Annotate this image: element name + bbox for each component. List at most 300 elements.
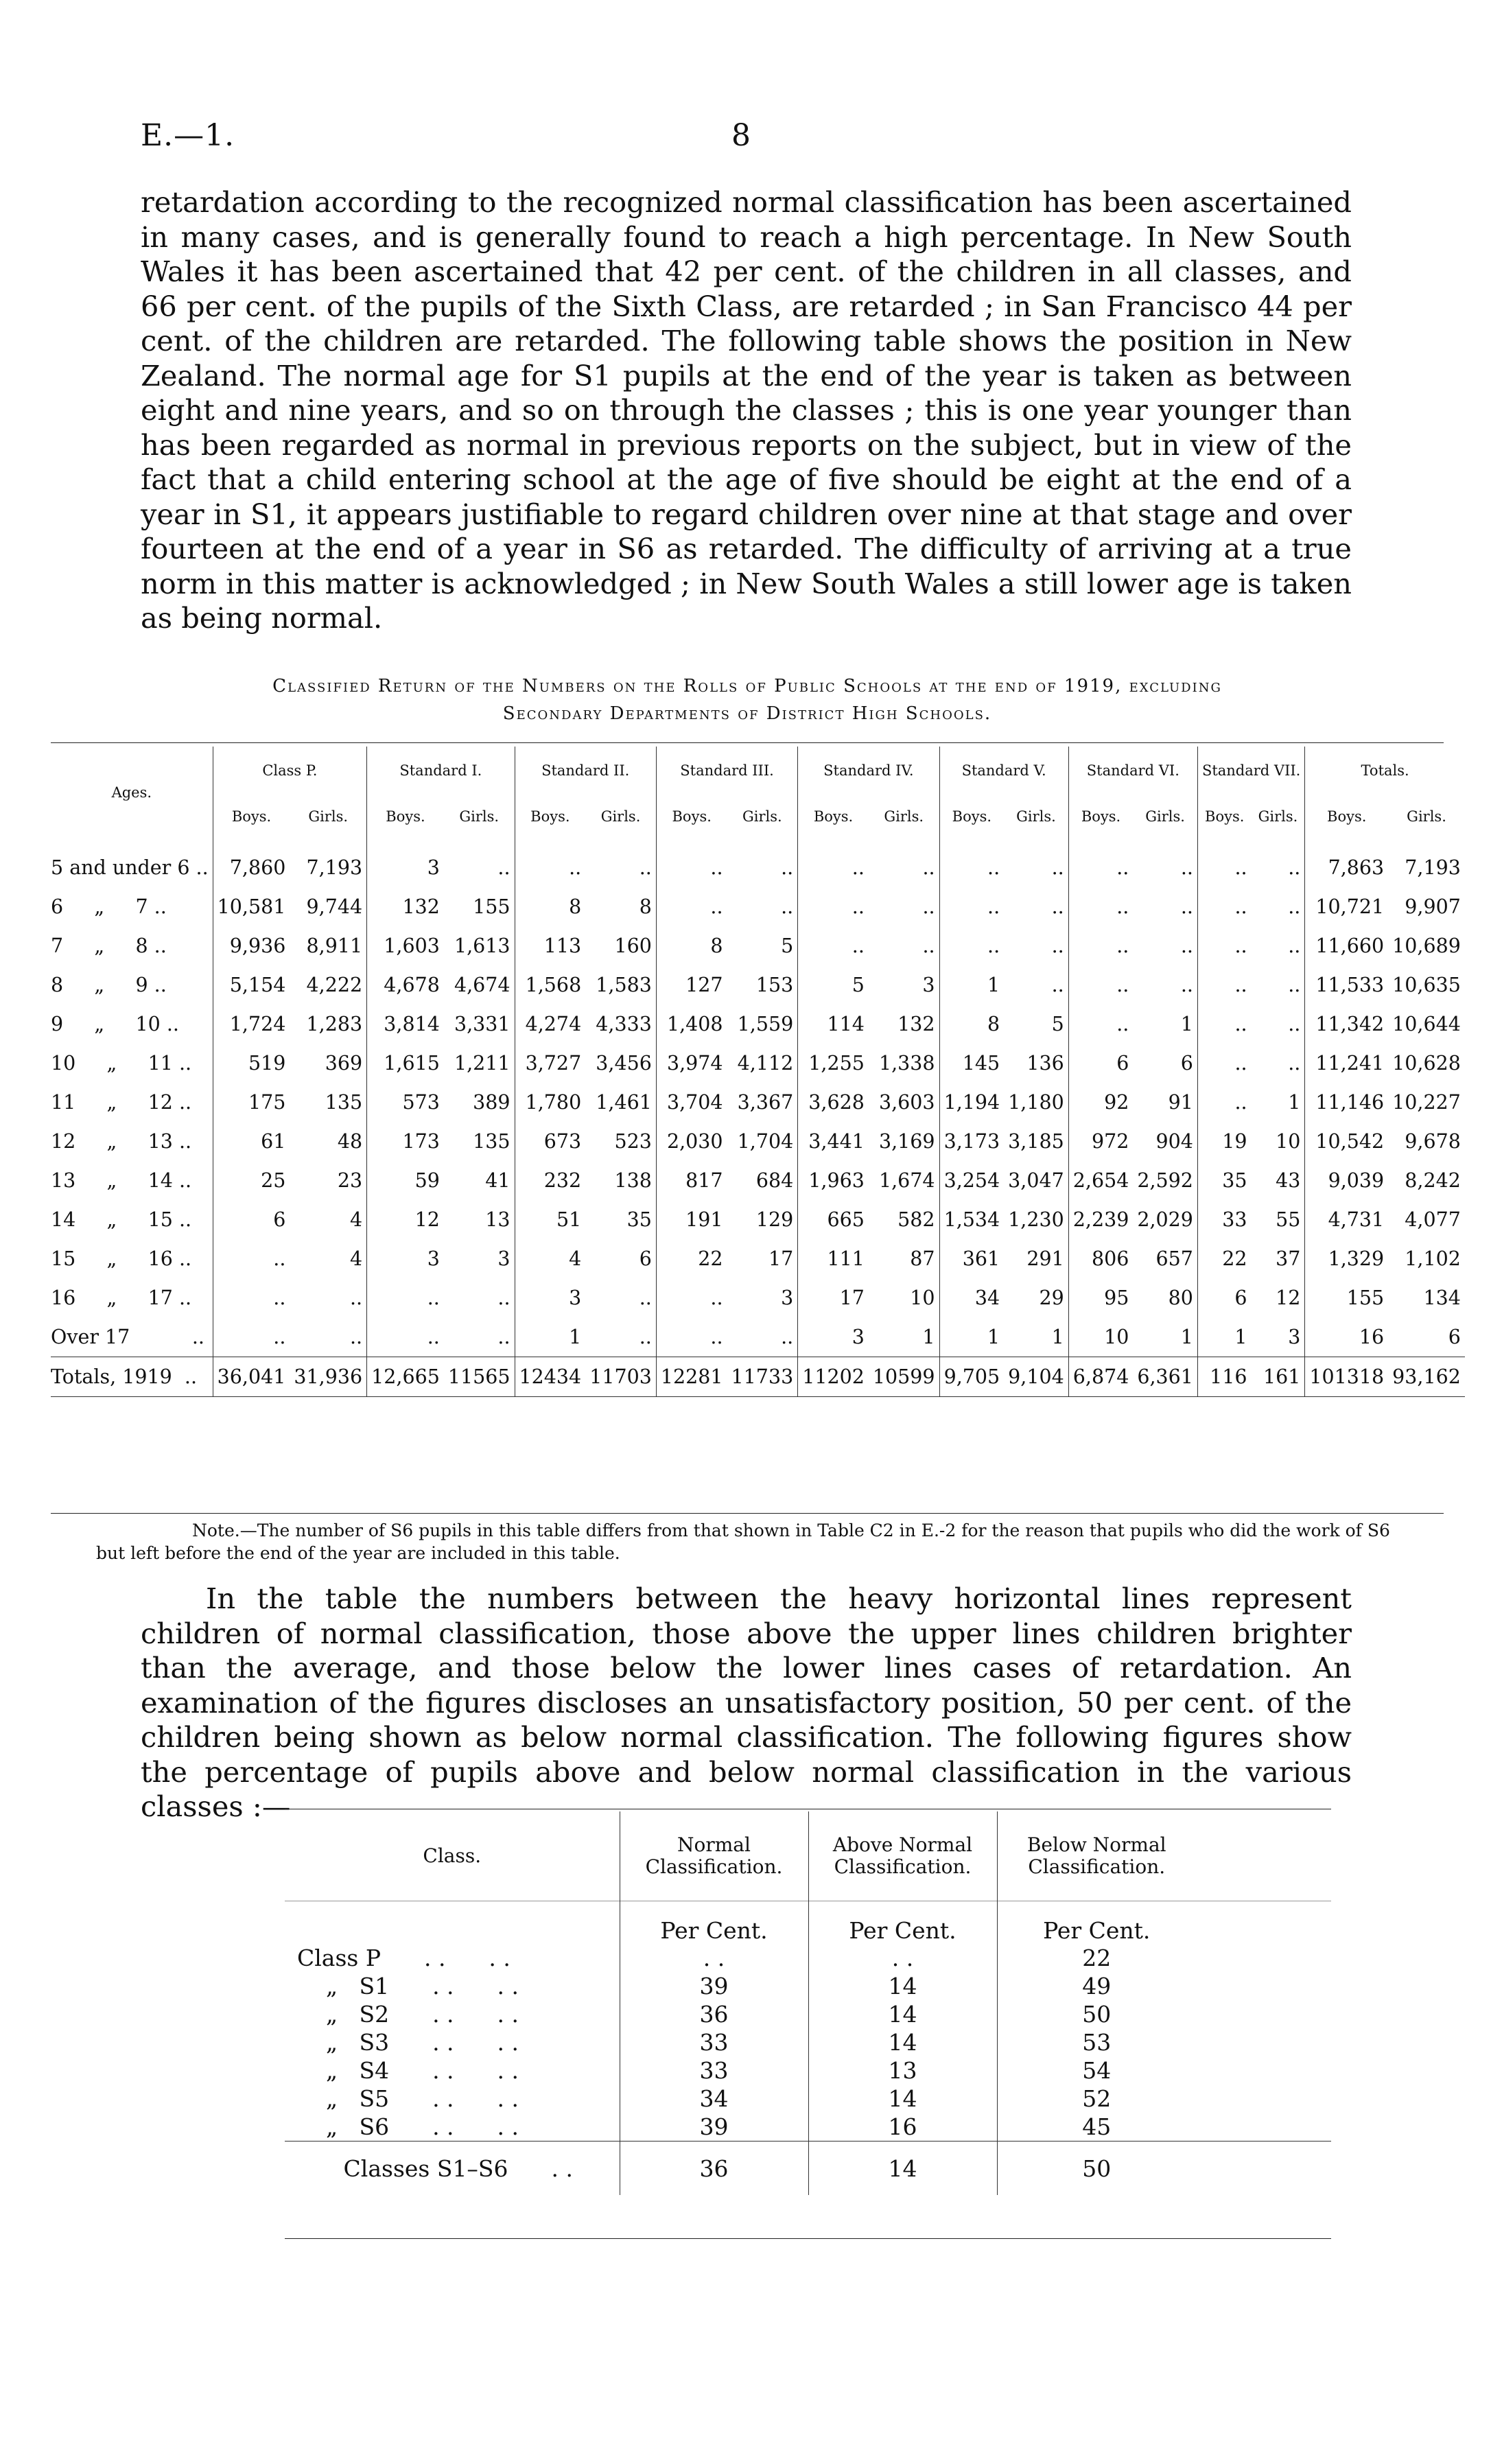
girls-header: Girls. [600, 808, 641, 825]
percent-cell: 14 [808, 2142, 997, 2196]
table-cell: 582 [897, 1208, 935, 1231]
table-cell: 10 [1276, 1130, 1301, 1153]
report-reference: E.—1. [141, 118, 235, 153]
class-label: „ S3 . . . . [297, 2029, 519, 2056]
table-cell: 1 [1051, 1326, 1064, 1348]
table-cell: .. [781, 895, 794, 918]
table-cell: 972 [1068, 1122, 1133, 1161]
table-cell: .. [367, 1317, 444, 1357]
table-cell: 43 [1276, 1169, 1301, 1192]
table-cell: 136 [1026, 1052, 1064, 1075]
table-cell: 132 [367, 887, 444, 926]
percentage-table [285, 1811, 1331, 2195]
pct-header-above: Above Normal Classification. [808, 1811, 997, 1901]
table-cell: 2,654 [1068, 1161, 1133, 1200]
group-header: Standard II. [515, 747, 656, 795]
table-cell: 1,329 [1305, 1239, 1388, 1278]
table-cell: 2,030 [656, 1122, 727, 1161]
table-cell: 41 [485, 1169, 510, 1192]
table-cell: .. [639, 1326, 652, 1348]
table-cell: .. [1068, 887, 1133, 926]
table-cell: 138 [614, 1169, 652, 1192]
table-cell: 1 [1288, 1091, 1301, 1114]
girls-header: Girls. [308, 808, 349, 825]
table-cell: 3,254 [939, 1161, 1004, 1200]
table-cell: 9,936 [213, 926, 290, 965]
table-cell: 7,863 [1305, 838, 1388, 887]
table-cell: 1,283 [306, 1013, 363, 1035]
table-cell: 1,704 [737, 1130, 794, 1153]
percent-cell: 54 [997, 2056, 1196, 2085]
table-row [51, 1161, 1465, 1200]
percent-cell: 52 [997, 2085, 1196, 2113]
table-cell: 23 [337, 1169, 363, 1192]
table-cell: 4,222 [306, 974, 363, 996]
table-cell: 1,674 [878, 1169, 935, 1192]
table-cell: 10,689 [1392, 935, 1461, 957]
table-row [51, 1317, 1465, 1357]
table-cell: 11202 [798, 1357, 869, 1397]
girls-header: Girls. [1145, 808, 1185, 825]
table-cell: 1,583 [596, 974, 652, 996]
table-cell: .. [1197, 1044, 1251, 1083]
table-cell: 1,603 [367, 926, 444, 965]
table-cell: 135 [325, 1091, 363, 1114]
table-cell: 12 [1276, 1287, 1301, 1309]
table-cell: .. [1068, 926, 1133, 965]
table-cell: .. [1180, 895, 1193, 918]
table-cell: 8 [639, 895, 652, 918]
percent-cell: 45 [997, 2113, 1196, 2142]
table-row [51, 887, 1465, 926]
ages-header: Ages. [111, 784, 152, 801]
age-label: 12 „ 13 .. [51, 1130, 192, 1153]
table-cell: 3 [922, 974, 935, 996]
table-cell: 3 [798, 1317, 869, 1357]
age-label: 5 and under 6 .. [51, 856, 209, 879]
table-cell: 3,628 [798, 1083, 869, 1122]
table-cell: 8,911 [306, 935, 363, 957]
table-cell: 6 [1448, 1326, 1461, 1348]
table-row [285, 2056, 1331, 2085]
table-cell: 3 [367, 838, 444, 887]
table-cell: 6 [639, 1247, 652, 1270]
percent-cell: 22 [997, 1944, 1196, 1972]
table-cell: 9,678 [1405, 1130, 1461, 1153]
table-cell: 10,721 [1305, 887, 1388, 926]
table-cell: .. [515, 838, 585, 887]
table-cell: 5 [1051, 1013, 1064, 1035]
table-cell: .. [1068, 965, 1133, 1005]
table-cell: 6 [1197, 1278, 1251, 1317]
table-cell: 3,603 [878, 1091, 935, 1114]
table-cell: 12434 [515, 1357, 585, 1397]
percent-cell: 33 [620, 2056, 808, 2085]
table-cell: 135 [473, 1130, 510, 1153]
table-cell: 523 [614, 1130, 652, 1153]
table-cell: 4,674 [454, 974, 510, 996]
percent-cell: . . [620, 1944, 808, 1972]
table-cell: 1,615 [367, 1044, 444, 1083]
table-cell: 1 [922, 1326, 935, 1348]
table-cell: 19 [1197, 1122, 1251, 1161]
table-cell: .. [798, 838, 869, 887]
unit-label: Per Cent. [808, 1901, 997, 1945]
table-cell: 665 [798, 1200, 869, 1239]
table-cell: 4 [349, 1208, 363, 1231]
table-cell: 129 [755, 1208, 794, 1231]
table-cell: 116 [1197, 1357, 1251, 1397]
table-cell: 1,461 [596, 1091, 652, 1114]
table-cell: 12,665 [367, 1357, 444, 1397]
table-cell: 17 [768, 1247, 794, 1270]
table-cell: .. [1180, 856, 1193, 879]
table-cell: 1,408 [656, 1005, 727, 1044]
table-cell: 4,731 [1305, 1200, 1388, 1239]
table-cell: .. [1197, 887, 1251, 926]
percent-cell: 14 [808, 2028, 997, 2056]
table-cell: 3,367 [737, 1091, 794, 1114]
table-row [285, 1972, 1331, 2000]
table-cell: 160 [614, 935, 652, 957]
table-cell: 1,568 [515, 965, 585, 1005]
table-cell: 8,242 [1405, 1169, 1461, 1192]
table-row [51, 1005, 1465, 1044]
table-cell: 35 [626, 1208, 652, 1231]
boys-header: Boys. [656, 795, 727, 838]
boys-header: Boys. [1068, 795, 1133, 838]
table-cell: 34 [939, 1278, 1004, 1317]
percent-cell: 50 [997, 2142, 1196, 2196]
table-cell: .. [497, 1326, 510, 1348]
table-cell: 10,628 [1392, 1052, 1461, 1075]
table-cell: 1,211 [454, 1052, 510, 1075]
girls-header: Girls. [884, 808, 924, 825]
table-cell: 10,635 [1392, 974, 1461, 996]
class-label: „ S6 . . . . [297, 2113, 519, 2140]
table-cell: 31,936 [290, 1357, 366, 1397]
table-cell: 3,974 [656, 1044, 727, 1083]
table-bottom-rule [51, 1513, 1444, 1514]
table-cell: .. [1180, 974, 1193, 996]
table-cell: 3 [1288, 1326, 1301, 1348]
table-cell: .. [497, 856, 510, 879]
table-cell: 80 [1168, 1287, 1193, 1309]
table-cell: 3,173 [939, 1122, 1004, 1161]
age-label: 7 „ 8 .. [51, 935, 167, 957]
age-label: Totals, 1919 .. [51, 1357, 213, 1397]
table-cell: 11565 [444, 1357, 515, 1397]
table-cell: 37 [1276, 1247, 1301, 1270]
table-cell: 4,112 [737, 1052, 794, 1075]
table-cell: 153 [755, 974, 794, 996]
percent-cell: . . [808, 1944, 997, 1972]
table-cell: 9,705 [939, 1357, 1004, 1397]
table-cell: .. [1051, 856, 1064, 879]
table-cell: 1 [939, 1317, 1004, 1357]
table-cell: 95 [1068, 1278, 1133, 1317]
table-cell: 9,039 [1305, 1161, 1388, 1200]
table-cell: 55 [1276, 1208, 1301, 1231]
class-label: Classes S1–S6 . . [285, 2142, 620, 2196]
group-header: Standard V. [939, 747, 1068, 795]
table-cell: .. [1288, 1013, 1301, 1035]
table-cell: 16 [1305, 1317, 1388, 1357]
percent-cell: 13 [808, 2056, 997, 2085]
class-label: „ S4 . . . . [297, 2057, 519, 2084]
table-cell: 6 [1068, 1044, 1133, 1083]
table-cell: 5 [781, 935, 794, 957]
table-cell: 9,744 [306, 895, 363, 918]
table-cell: 817 [656, 1161, 727, 1200]
boys-header: Boys. [367, 795, 444, 838]
table-cell: 10 [1068, 1317, 1133, 1357]
table-cell: 1 [1197, 1317, 1251, 1357]
second-paragraph: In the table the numbers between the heavy horizontal lines represent children of normal classification, those above the upper lines children brighter than the average, and those below the lower lines cases of retardation. An examination of the figures discloses an unsatisfactory position, 50 per cent. of the children being shown as below normal classification. The following figures show the percentage of pupils above and below normal classification in the various classes :— [141, 1582, 1352, 1823]
table-row [51, 965, 1465, 1005]
table-cell: 1,255 [798, 1044, 869, 1083]
table-cell: .. [939, 838, 1004, 887]
pct-table-body [285, 1901, 1331, 2196]
table-cell: 8 [939, 1005, 1004, 1044]
table-cell: .. [639, 856, 652, 879]
table-cell: 1,559 [737, 1013, 794, 1035]
table-row [51, 1200, 1465, 1239]
table-cell: .. [656, 838, 727, 887]
table-cell: 3,185 [1008, 1130, 1064, 1153]
boys-header: Boys. [798, 795, 869, 838]
age-label: 10 „ 11 .. [51, 1052, 192, 1075]
table-cell: 93,162 [1388, 1357, 1465, 1397]
group-header: Standard I. [367, 747, 515, 795]
table-cell: 9,104 [1004, 1357, 1068, 1397]
table-cell: .. [939, 887, 1004, 926]
table-cell: 111 [798, 1239, 869, 1278]
table-cell: 10,227 [1392, 1091, 1461, 1114]
table-cell: .. [639, 1287, 652, 1309]
age-label: 14 „ 15 .. [51, 1208, 192, 1231]
table-cell: .. [798, 887, 869, 926]
pct-header-class: Class. [423, 1844, 482, 1867]
table-cell: 113 [515, 926, 585, 965]
table-cell: .. [1288, 856, 1301, 879]
table-cell: .. [1288, 974, 1301, 996]
table-cell: .. [781, 856, 794, 879]
table-cell: 11,146 [1305, 1083, 1388, 1122]
table-caption [51, 672, 1444, 727]
percent-cell: 36 [620, 2142, 808, 2196]
table-cell: .. [656, 887, 727, 926]
table-cell: 3,456 [596, 1052, 652, 1075]
percent-cell: 39 [620, 1972, 808, 2000]
age-label: 16 „ 17 .. [51, 1287, 192, 1309]
table-cell: 6,361 [1133, 1357, 1197, 1397]
table-cell: 684 [755, 1169, 794, 1192]
table-cell: 657 [1155, 1247, 1193, 1270]
table-cell: 92 [1068, 1083, 1133, 1122]
table-cell: 17 [798, 1278, 869, 1317]
table-cell: 10599 [869, 1357, 939, 1397]
table-caption-line2: Secondary Departments of District High Schools. [502, 703, 992, 724]
table-cell: 3 [781, 1287, 794, 1309]
percent-cell: 14 [808, 1972, 997, 2000]
table-cell: 3,047 [1008, 1169, 1064, 1192]
table-cell: .. [497, 1287, 510, 1309]
percent-cell: 50 [997, 2000, 1196, 2028]
table-cell: 4,678 [367, 965, 444, 1005]
table-cell: 673 [515, 1122, 585, 1161]
unit-label: Per Cent. [997, 1901, 1196, 1945]
percent-cell: 14 [808, 2000, 997, 2028]
table-cell: .. [656, 1317, 727, 1357]
table-cell: 3,169 [878, 1130, 935, 1153]
table-cell: 11703 [585, 1357, 656, 1397]
class-label: „ S1 . . . . [297, 1973, 519, 1999]
table-cell: 191 [656, 1200, 727, 1239]
table-cell: 361 [939, 1239, 1004, 1278]
table-cell: 369 [325, 1052, 363, 1075]
pct-table-bottom-rule [285, 2238, 1331, 2239]
table-cell: 51 [515, 1200, 585, 1239]
table-cell: 6 [213, 1200, 290, 1239]
class-label: „ S2 . . . . [297, 2001, 519, 2028]
table-cell: 3,441 [798, 1122, 869, 1161]
intro-paragraph: retardation according to the recognized normal classification has been ascertained in many cases, and is generally found to reach a high percentage. In New South Wales it has been ascertained that 42 per cent. of the children in all classes, and 66 per cent. of the pupils of the Sixth Class, are retarded ; in San Francisco 44 per cent. of the children are retarded. The following table shows the position in New Zealand. The normal age for S1 pupils at the end of the year is taken as between eight and nine years, and so on through the classes ; this is one year younger than has been regarded as normal in previous reports on the subject, but in view of the fact that a child entering school at the age of five should be eight at the end of a year in S1, it appears justifiable to regard children over nine at that stage and over fourteen at the end of a year in S6 as retarded. The difficulty of arriving at a true norm in this matter is acknowledged ; in New South Wales a still lower age is taken as being normal. [141, 185, 1352, 635]
table-cell: .. [1197, 926, 1251, 965]
table-cell: .. [922, 856, 935, 879]
group-header: Standard III. [656, 747, 797, 795]
age-label: 15 „ 16 .. [51, 1247, 192, 1270]
table-cell: 3 [515, 1278, 585, 1317]
girls-header: Girls. [459, 808, 500, 825]
table-row [51, 1278, 1465, 1317]
table-cell: .. [656, 1278, 727, 1317]
table-cell: 2,029 [1137, 1208, 1193, 1231]
table-cell: 3 [367, 1239, 444, 1278]
table-cell: .. [213, 1278, 290, 1317]
table-cell: 1,724 [213, 1005, 290, 1044]
table-cell: 1,780 [515, 1083, 585, 1122]
table-cell: 11,342 [1305, 1005, 1388, 1044]
percent-cell: 14 [808, 2085, 997, 2113]
table-cell: 10 [910, 1287, 935, 1309]
table-cell: 114 [798, 1005, 869, 1044]
table-cell: 1,102 [1405, 1247, 1461, 1270]
table-cell: .. [1197, 1083, 1251, 1122]
table-cell: 806 [1068, 1239, 1133, 1278]
table-cell: 7,193 [306, 856, 363, 879]
percent-cell: 33 [620, 2028, 808, 2056]
table-cell: .. [1197, 965, 1251, 1005]
table-cell: 3,814 [367, 1005, 444, 1044]
table-cell: .. [1288, 935, 1301, 957]
percent-cell: 36 [620, 2000, 808, 2028]
table-row [285, 2000, 1331, 2028]
table-cell: 25 [213, 1161, 290, 1200]
table-cell: 175 [213, 1083, 290, 1122]
table-cell: .. [939, 926, 1004, 965]
table-cell: 1 [1180, 1326, 1193, 1348]
girls-header: Girls. [742, 808, 782, 825]
table-cell: 101318 [1305, 1357, 1388, 1397]
table-cell: 48 [337, 1130, 363, 1153]
table-cell: .. [1051, 935, 1064, 957]
age-label: Over 17 .. [51, 1326, 204, 1348]
table-cell: 11,241 [1305, 1044, 1388, 1083]
table-cell: 12 [367, 1200, 444, 1239]
table-cell: .. [798, 926, 869, 965]
table-top-rule [51, 742, 1444, 743]
table-row [51, 1083, 1465, 1122]
table-row [51, 1239, 1465, 1278]
table-cell: 161 [1252, 1357, 1305, 1397]
table-cell: 1,230 [1008, 1208, 1064, 1231]
table-cell: 1,613 [454, 935, 510, 957]
percent-cell: 16 [808, 2113, 997, 2142]
table-cell: .. [350, 1287, 363, 1309]
table-cell: 22 [656, 1239, 727, 1278]
table-cell: 11,660 [1305, 926, 1388, 965]
table-cell: 134 [1423, 1287, 1461, 1309]
group-header: Class P. [213, 747, 366, 795]
table-row [51, 1122, 1465, 1161]
pct-header-normal: Normal Classification. [620, 1811, 808, 1901]
table-row [285, 2085, 1331, 2113]
table-cell: 8 [515, 887, 585, 926]
table-cell: 5,154 [213, 965, 290, 1005]
group-header: Standard IV. [798, 747, 939, 795]
table-cell: 2,592 [1137, 1169, 1193, 1192]
table-cell: 9,907 [1405, 895, 1461, 918]
age-label: 9 „ 10 .. [51, 1013, 179, 1035]
table-cell: 6,874 [1068, 1357, 1133, 1397]
table-cell: 173 [367, 1122, 444, 1161]
percent-cell: 39 [620, 2113, 808, 2142]
table-cell: 1 [515, 1317, 585, 1357]
table-cell: .. [213, 1239, 290, 1278]
girls-header: Girls. [1016, 808, 1056, 825]
table-cell: 4,333 [596, 1013, 652, 1035]
table-cell: 4,077 [1405, 1208, 1461, 1231]
age-label: 11 „ 12 .. [51, 1091, 192, 1114]
table-cell: 904 [1155, 1130, 1193, 1153]
table-cell: 3,727 [515, 1044, 585, 1083]
girls-header: Girls. [1407, 808, 1446, 825]
table-row [51, 1044, 1465, 1083]
table-cell: 1,180 [1008, 1091, 1064, 1114]
table-cell: 59 [367, 1161, 444, 1200]
table-note: Note.—The number of S6 pupils in this table differs from that shown in Table C2 in E.-2 for the reason that pupils who did the work of S6 but left before the end of the year are included in this table. [96, 1521, 1390, 1563]
table-cell: 1,338 [878, 1052, 935, 1075]
table-cell: .. [922, 895, 935, 918]
boys-header: Boys. [939, 795, 1004, 838]
pct-header-below: Below Normal Classification. [997, 1811, 1196, 1901]
table-cell: 3,331 [454, 1013, 510, 1035]
table-row [285, 1944, 1331, 1972]
table-cell: 1,194 [939, 1083, 1004, 1122]
boys-header: Boys. [515, 795, 585, 838]
page-number: 8 [731, 118, 751, 153]
table-cell: 36,041 [213, 1357, 290, 1397]
age-label: 8 „ 9 .. [51, 974, 167, 996]
table-cell: 291 [1026, 1247, 1064, 1270]
table-cell: .. [350, 1326, 363, 1348]
table-cell: 7,860 [213, 838, 290, 887]
percent-cell: 49 [997, 1972, 1196, 2000]
table-cell: 8 [656, 926, 727, 965]
age-label: 13 „ 14 .. [51, 1169, 192, 1192]
table-cell: 13 [485, 1208, 510, 1231]
